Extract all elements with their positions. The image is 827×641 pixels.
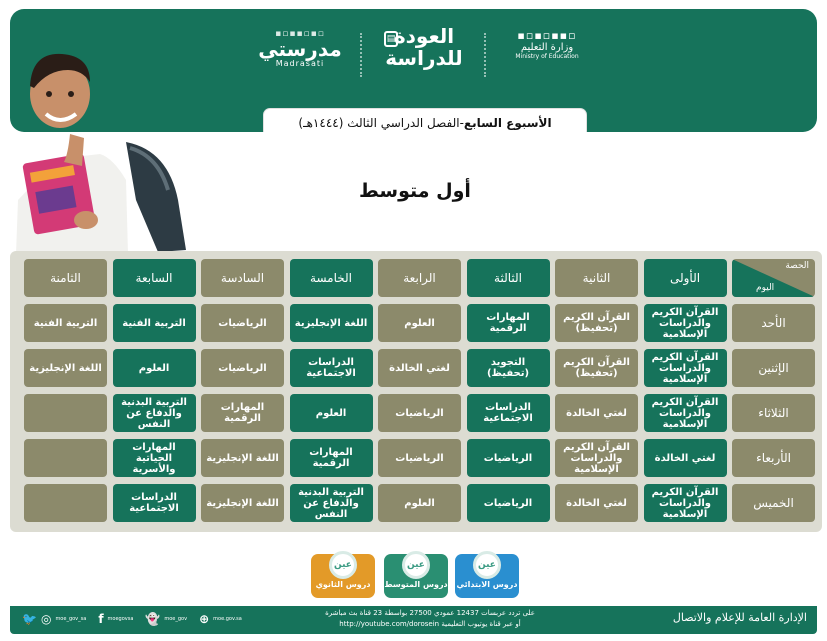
media-department-signature: الإدارة العامة للإعلام والاتصال [672,611,807,624]
lesson-cell: القرآن الكريم والدراسات الإسلامية [644,484,727,522]
lesson-cell: لغتي الخالدة [555,484,638,522]
lesson-cell: العلوم [378,304,461,342]
ain-logo-icon: عين [473,551,501,579]
day-label: الأحد [732,304,815,342]
website-icon[interactable]: ⊕ [199,612,210,626]
lesson-cell: الرياضيات [467,484,550,522]
lesson-cell: القرآن الكريم (تحفيظ) [555,349,638,387]
day-label: الثلاثاء [732,394,815,432]
lesson-cell: القرآن الكريم (تحفيظ) [555,304,638,342]
day-label: الخميس [732,484,815,522]
lesson-cell: المهارات الرقمية [467,304,550,342]
divider [360,33,362,77]
lesson-cell: لغتي الخالدة [555,394,638,432]
lesson-cell: الدراسات الاجتماعية [113,484,196,522]
divider [484,33,486,77]
lesson-cell: القرآن الكريم والدراسات الإسلامية [555,439,638,477]
facebook-icon[interactable]: f [98,612,104,626]
lesson-cell: الرياضيات [201,349,284,387]
period-header: السابعة [113,259,196,297]
social-links [22,612,250,626]
ain-primary-label: دروس الابتدائي [456,580,518,589]
snapchat-handle[interactable]: moe_gov [164,616,188,622]
ain-secondary-button[interactable] [311,554,375,598]
ministry-logo [502,29,592,60]
lesson-cell: الرياضيات [467,439,550,477]
period-header: الخامسة [290,259,373,297]
lesson-cell: الدراسات الاجتماعية [467,394,550,432]
facebook-handle[interactable]: moegovsa [107,616,134,622]
lesson-cell: القرآن الكريم والدراسات الإسلامية [644,394,727,432]
lesson-cell: التجويد (تحفيظ) [467,349,550,387]
timetable [10,251,822,532]
lesson-cell: اللغة الإنجليزية [201,439,284,477]
book-icon: ▤ [384,31,398,47]
lesson-cell: لغتي الخالدة [378,349,461,387]
period-header: الثامنة [24,259,107,297]
corner-day-label: اليوم [756,283,775,293]
week-semester-label [263,108,587,132]
lesson-cell: العلوم [113,349,196,387]
day-label: الإثنين [732,349,815,387]
lesson-cell: القرآن الكريم والدراسات الإسلامية [644,304,727,342]
website-handle[interactable]: moe.gov.sa [213,616,242,622]
timetable-corner [732,259,815,297]
lesson-cell: التربية البدنية والدفاع عن النفس [113,394,196,432]
lesson-cell: المهارات الرقمية [290,439,373,477]
madrasati-logo-english: Madrasati [275,59,325,68]
broadcast-info-line1: على تردد عربسات 12437 عمودي 27500 بواسطة 23 قناة بث مباشرة [325,609,535,617]
back-to-school-line1: العودة [393,24,455,48]
lesson-cell: التربية البدنية والدفاع عن النفس [290,484,373,522]
twitter-handle[interactable]: moe_gov_sa [55,616,87,622]
empty-cell [24,439,107,477]
dots-pattern-icon: ▪▫▪▪▫▪▫ [275,29,325,39]
student-illustration [8,30,186,254]
broadcast-info [305,608,555,630]
lesson-cell: التربية الفنية [24,304,107,342]
madrasati-logo-arabic: مدرستي [258,37,342,61]
empty-cell [24,394,107,432]
instagram-icon[interactable]: ◎ [40,612,52,626]
lesson-cell: العلوم [290,394,373,432]
lesson-cell: اللغة الإنجليزية [24,349,107,387]
lesson-cell: الدراسات الاجتماعية [290,349,373,387]
ain-middle-button[interactable] [384,554,448,598]
ain-logo-icon: عين [329,551,357,579]
semester-label: الفصل الدراسي الثالث (١٤٤٤هـ) [298,116,460,130]
lesson-cell: المهارات الحياتية والأسرية [113,439,196,477]
empty-cell [24,484,107,522]
ain-middle-label: دروس المتوسط [384,580,448,589]
ministry-logo-english: Ministry of Education [515,53,579,60]
broadcast-info-line2[interactable]: أو عبر قناة يوتيوب التعليمية http://youtube.com/dorosein [339,620,521,628]
period-header: الثانية [555,259,638,297]
week-label: الأسبوع السابع [463,116,552,130]
lesson-cell: القرآن الكريم والدراسات الإسلامية [644,349,727,387]
corner-period-label: الحصة [785,261,809,271]
madrasati-logo [255,29,345,68]
lesson-cell: لغتي الخالدة [644,439,727,477]
ministry-emblem-icon: ▪▫▪▫▪▪▫ [517,29,577,42]
back-to-school-line2: للدراسة [385,46,463,70]
back-to-school-logo [378,25,470,69]
footer [10,606,817,634]
lesson-cell: اللغة الإنجليزية [290,304,373,342]
ain-primary-button[interactable] [455,554,519,598]
ain-secondary-label: دروس الثانوي [315,580,371,589]
lesson-cell: المهارات الرقمية [201,394,284,432]
grade-title: أول متوسط [359,180,471,202]
ain-logo-icon: عين [402,551,430,579]
lesson-cell: اللغة الإنجليزية [201,484,284,522]
twitter-icon[interactable]: 🐦 [22,612,37,626]
snapchat-icon[interactable]: 👻 [145,612,161,626]
lesson-cell: التربية الفنية [113,304,196,342]
ministry-logo-arabic: وزارة التعليم [520,42,574,53]
week-separator: - [459,116,464,130]
period-header: الرابعة [378,259,461,297]
period-header: الأولى [644,259,727,297]
lesson-cell: الرياضيات [378,439,461,477]
period-header: السادسة [201,259,284,297]
lesson-cell: الرياضيات [201,304,284,342]
day-label: الأربعاء [732,439,815,477]
lesson-cell: الرياضيات [378,394,461,432]
lesson-cell: العلوم [378,484,461,522]
period-header: الثالثة [467,259,550,297]
